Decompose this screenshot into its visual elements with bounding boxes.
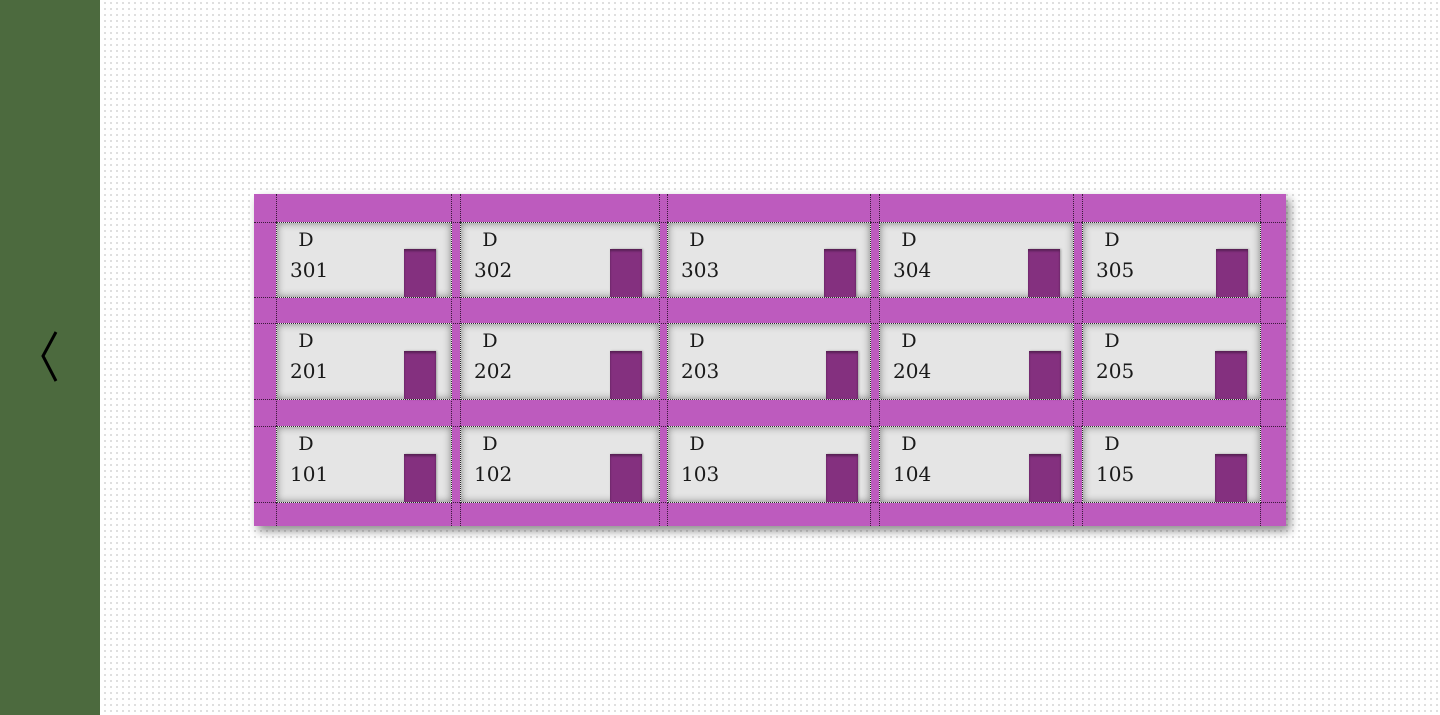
room-301[interactable] <box>276 222 452 298</box>
room-block-label: D <box>1104 433 1120 455</box>
room-201[interactable] <box>276 323 452 400</box>
room-number-label: 205 <box>1096 359 1135 383</box>
room-number-label: 202 <box>474 359 513 383</box>
room-block-label: D <box>298 433 314 455</box>
room-304[interactable] <box>879 222 1074 298</box>
room-number-label: 204 <box>893 359 932 383</box>
chevron-left-icon <box>30 326 70 390</box>
door <box>404 351 436 399</box>
room-block-label: D <box>298 229 314 251</box>
room-202[interactable] <box>460 323 660 400</box>
door <box>404 249 436 297</box>
room-number-label: 203 <box>681 359 720 383</box>
door <box>824 249 856 297</box>
floor-plan <box>254 194 1286 526</box>
room-203[interactable] <box>667 323 871 400</box>
room-number-label: 305 <box>1096 258 1135 282</box>
room-303[interactable] <box>667 222 871 298</box>
room-block-label: D <box>482 330 498 352</box>
door <box>1215 351 1247 399</box>
room-101[interactable] <box>276 426 452 503</box>
room-number-label: 101 <box>290 462 329 486</box>
door <box>826 454 858 502</box>
room-block-label: D <box>901 433 917 455</box>
room-102[interactable] <box>460 426 660 503</box>
room-305[interactable] <box>1082 222 1261 298</box>
door <box>610 454 642 502</box>
door <box>1215 454 1247 502</box>
room-block-label: D <box>689 433 705 455</box>
room-number-label: 103 <box>681 462 720 486</box>
room-number-label: 201 <box>290 359 329 383</box>
door <box>826 351 858 399</box>
door <box>1028 249 1060 297</box>
room-block-label: D <box>1104 229 1120 251</box>
room-number-label: 104 <box>893 462 932 486</box>
room-block-label: D <box>689 330 705 352</box>
room-block-label: D <box>1104 330 1120 352</box>
room-205[interactable] <box>1082 323 1261 400</box>
door <box>1029 351 1061 399</box>
door <box>610 249 642 297</box>
room-104[interactable] <box>879 426 1074 503</box>
sidebar <box>0 0 100 715</box>
room-block-label: D <box>298 330 314 352</box>
room-block-label: D <box>482 433 498 455</box>
room-103[interactable] <box>667 426 871 503</box>
room-number-label: 105 <box>1096 462 1135 486</box>
room-105[interactable] <box>1082 426 1261 503</box>
door <box>1029 454 1061 502</box>
room-204[interactable] <box>879 323 1074 400</box>
room-block-label: D <box>689 229 705 251</box>
room-number-label: 102 <box>474 462 513 486</box>
room-number-label: 301 <box>290 258 329 282</box>
room-block-label: D <box>482 229 498 251</box>
room-302[interactable] <box>460 222 660 298</box>
door <box>1216 249 1248 297</box>
room-number-label: 303 <box>681 258 720 282</box>
door <box>610 351 642 399</box>
back-button[interactable] <box>30 326 70 390</box>
door <box>404 454 436 502</box>
room-block-label: D <box>901 330 917 352</box>
room-block-label: D <box>901 229 917 251</box>
room-number-label: 304 <box>893 258 932 282</box>
room-number-label: 302 <box>474 258 513 282</box>
